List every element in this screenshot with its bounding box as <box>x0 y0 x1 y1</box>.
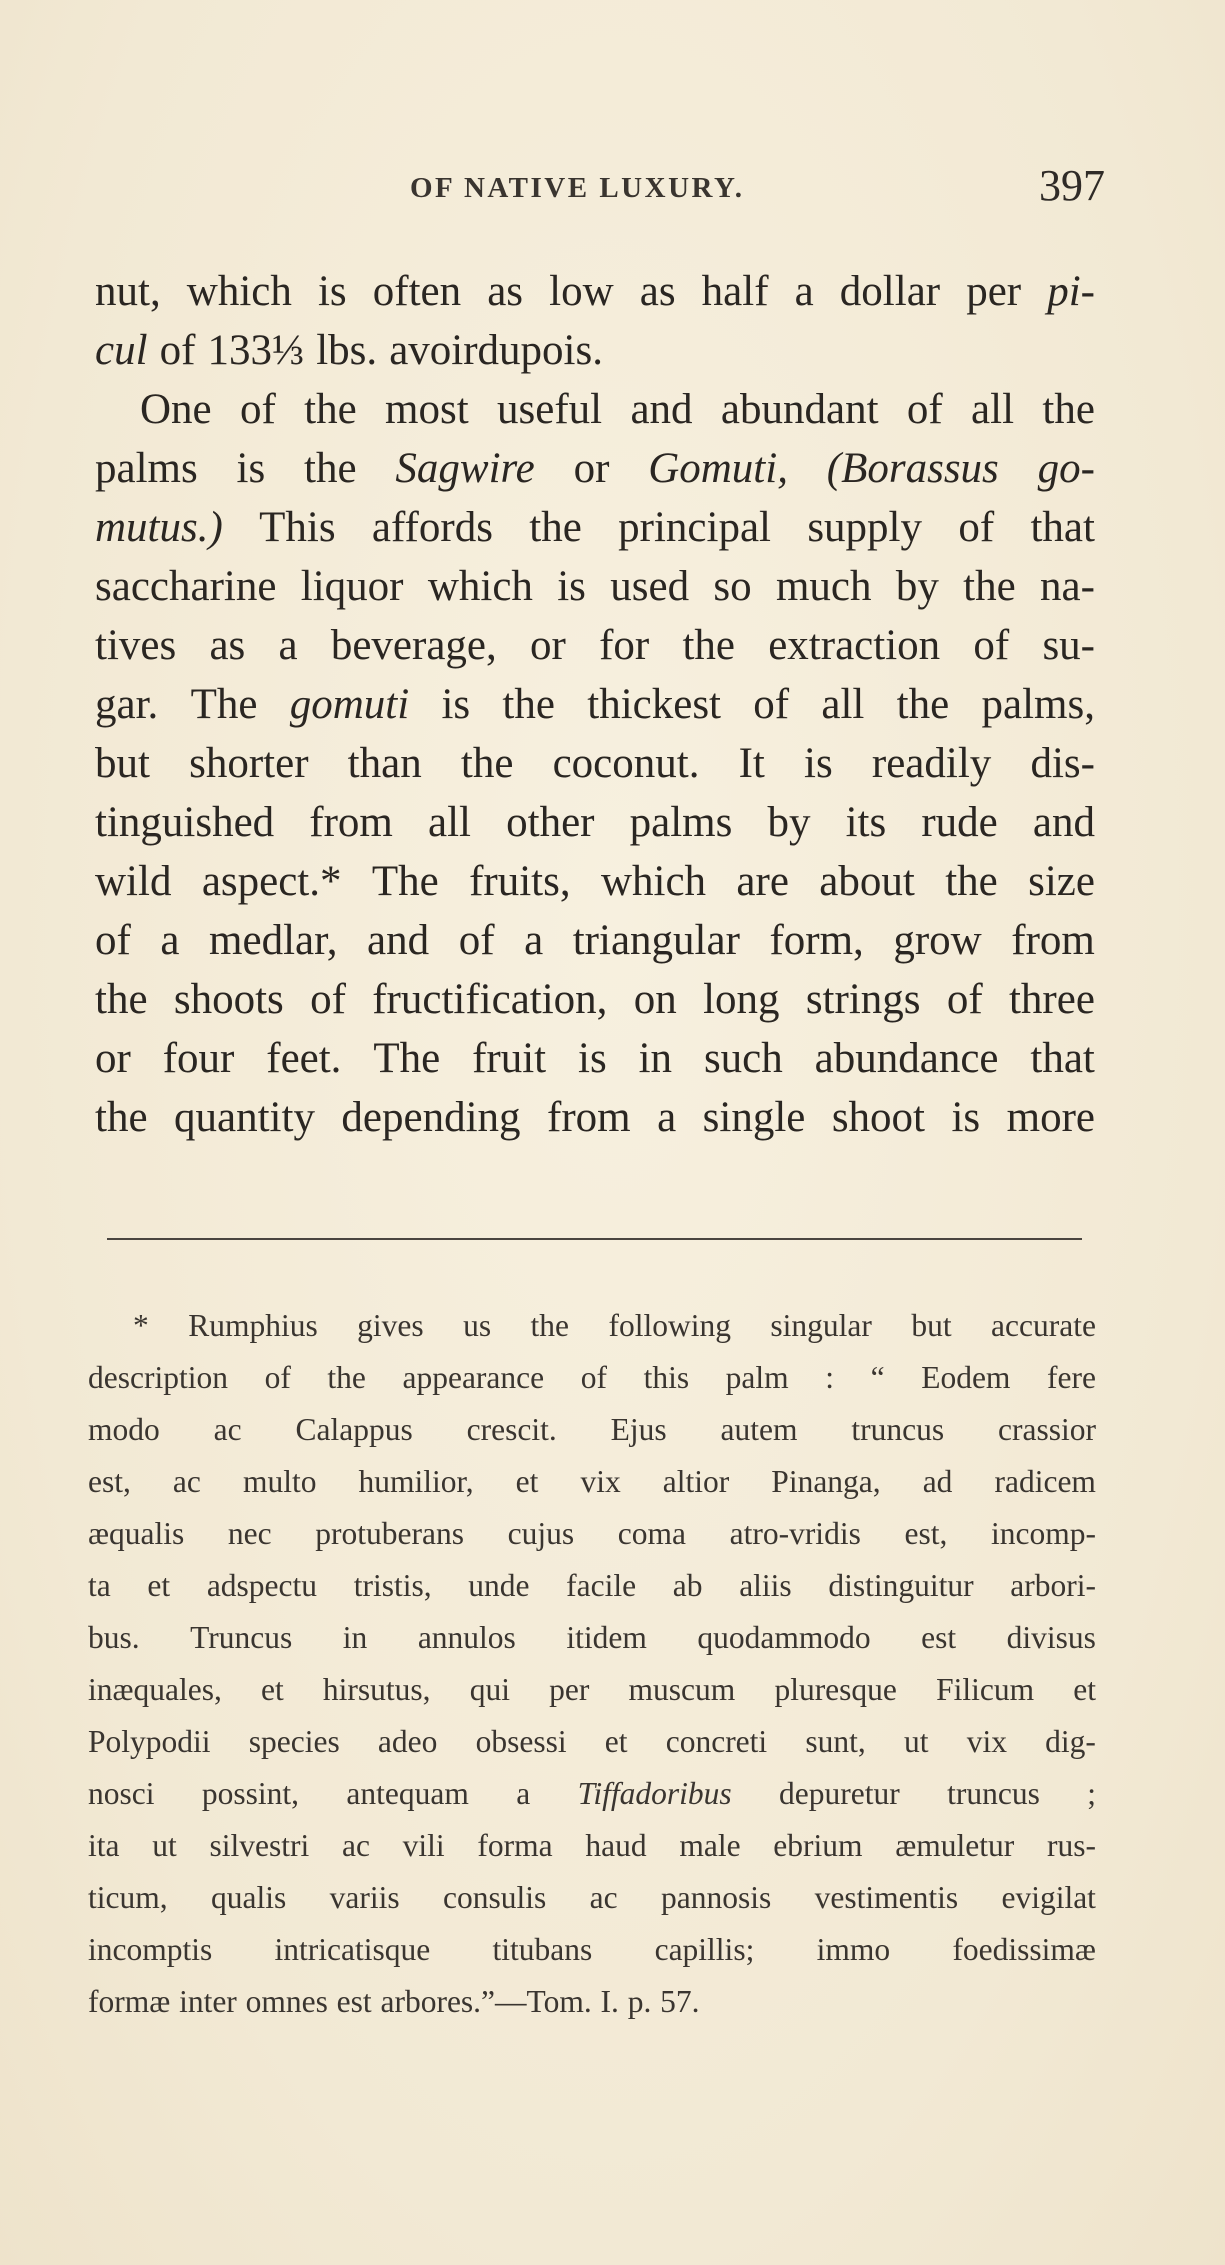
word: lbs. <box>316 327 378 374</box>
word: thickest <box>587 681 721 728</box>
word: such <box>703 1035 783 1082</box>
body-line <box>95 557 1095 616</box>
word: by <box>767 799 811 846</box>
word: multo <box>242 1464 317 1499</box>
word: titubans <box>492 1932 593 1967</box>
word: atro-vridis <box>729 1516 861 1551</box>
word: facile <box>566 1568 637 1603</box>
word: 57. <box>660 1984 700 2019</box>
word: mutus.) <box>95 504 223 551</box>
word: qui <box>469 1672 510 1707</box>
word: of <box>580 1360 607 1395</box>
word: from <box>309 799 393 846</box>
word: the <box>502 681 555 728</box>
running-title: OF NATIVE LUXURY. <box>410 172 745 204</box>
word: all <box>971 386 1015 433</box>
word: dis- <box>1030 740 1095 787</box>
word: dig- <box>1045 1724 1096 1759</box>
footnote-line <box>88 1924 1096 1976</box>
word: long <box>703 976 780 1023</box>
word: palms <box>629 799 733 846</box>
word: nut, <box>95 268 161 315</box>
word: of <box>239 386 276 433</box>
word: from <box>547 1094 631 1141</box>
footnote-line <box>88 1612 1096 1664</box>
word: its <box>845 799 887 846</box>
word: possint, <box>201 1776 300 1811</box>
word: supply <box>807 504 922 551</box>
word: concreti <box>665 1724 768 1759</box>
footnote-line <box>88 1820 1096 1872</box>
word: the <box>1042 386 1095 433</box>
word: aliis <box>739 1568 792 1603</box>
word: hirsutus, <box>322 1672 431 1707</box>
word: useful <box>497 386 603 433</box>
word: principal <box>618 504 771 551</box>
word: ac <box>172 1464 201 1499</box>
word: fruits, <box>469 858 571 905</box>
word: crassior <box>998 1412 1096 1447</box>
word: all <box>428 799 471 846</box>
word: wild <box>95 858 172 905</box>
word: foedissimæ <box>952 1932 1096 1967</box>
word: : <box>825 1360 835 1395</box>
word: su- <box>1042 622 1095 669</box>
word: following <box>608 1308 731 1343</box>
body-line <box>95 970 1095 1029</box>
word: the <box>95 1094 148 1141</box>
word: of <box>159 327 196 374</box>
word: Filicum <box>936 1672 1035 1707</box>
word: vili <box>402 1828 445 1863</box>
word: ; <box>1087 1776 1096 1811</box>
word: of <box>958 504 995 551</box>
body-line <box>95 616 1095 675</box>
word: gomuti <box>289 681 410 728</box>
word: go- <box>1037 445 1095 492</box>
word: Sagwire <box>395 445 535 492</box>
word: Tiffadoribus <box>577 1776 732 1811</box>
body-line <box>95 498 1095 557</box>
word: is <box>951 1094 981 1141</box>
word: inter <box>179 1984 237 2019</box>
word: about <box>819 858 915 905</box>
word: or <box>573 445 610 492</box>
word: palm <box>725 1360 789 1395</box>
word: inæquales, <box>88 1672 222 1707</box>
word: ad <box>922 1464 953 1499</box>
word: that <box>1030 504 1095 551</box>
word: truncus <box>947 1776 1040 1811</box>
word: from <box>1011 917 1095 964</box>
word: divisus <box>1006 1620 1096 1655</box>
word: The <box>190 681 258 728</box>
word: The <box>371 858 439 905</box>
word: sunt, <box>805 1724 866 1759</box>
footnote <box>88 1300 1096 2028</box>
word: This <box>259 504 336 551</box>
word: est, <box>904 1516 948 1551</box>
word: consulis <box>442 1880 547 1915</box>
word: Gomuti, <box>648 445 788 492</box>
word: the <box>95 976 148 1023</box>
word: beverage, <box>330 622 497 669</box>
word: triangular <box>572 917 740 964</box>
word: but <box>95 740 150 787</box>
word: It <box>738 740 765 787</box>
word: unde <box>468 1568 530 1603</box>
word: but <box>911 1308 952 1343</box>
word: omnes <box>245 1984 328 2019</box>
footnote-line <box>88 1404 1096 1456</box>
body-line <box>95 675 1095 734</box>
word: abundant <box>720 386 879 433</box>
word: ac <box>341 1828 370 1863</box>
footnote-line <box>88 1976 1096 2028</box>
word: medlar, <box>209 917 338 964</box>
body-text <box>95 262 1095 1147</box>
word: of <box>946 976 983 1023</box>
footnote-line <box>88 1456 1096 1508</box>
word: all <box>821 681 865 728</box>
word: Rumphius <box>188 1308 318 1343</box>
footnote-line <box>88 1508 1096 1560</box>
word: affords <box>371 504 493 551</box>
word: is <box>441 681 471 728</box>
word: One <box>140 386 212 433</box>
word: quodammodo <box>697 1620 871 1655</box>
footnote-line <box>88 1352 1096 1404</box>
word: ut <box>152 1828 177 1863</box>
word: of <box>753 681 790 728</box>
page-header <box>380 160 1105 220</box>
word: singular <box>770 1308 872 1343</box>
word: arbori- <box>1010 1568 1096 1603</box>
word: annulos <box>417 1620 516 1655</box>
word: gar. <box>95 681 159 728</box>
word: us <box>463 1308 492 1343</box>
word: are <box>736 858 789 905</box>
word: depending <box>341 1094 521 1141</box>
word: (Borassus <box>826 445 999 492</box>
word: vestimentis <box>814 1880 959 1915</box>
word: pi- <box>1047 268 1095 315</box>
word: abundance <box>814 1035 999 1082</box>
word: qualis <box>211 1880 287 1915</box>
word: et <box>1073 1672 1096 1707</box>
word: by <box>895 563 939 610</box>
word: 133⅓ <box>207 327 305 374</box>
word: is <box>557 563 586 610</box>
word: æqualis <box>88 1516 185 1551</box>
word: the <box>682 622 735 669</box>
word: silvestri <box>209 1828 310 1863</box>
word: more <box>1006 1094 1095 1141</box>
word: three <box>1008 976 1095 1023</box>
word: capillis; <box>654 1932 755 1967</box>
word: cujus <box>507 1516 575 1551</box>
word: I. <box>600 1984 619 2019</box>
word: gives <box>357 1308 424 1343</box>
word: used <box>610 563 690 610</box>
word: coma <box>617 1516 686 1551</box>
word: est, <box>88 1464 131 1499</box>
word: on <box>633 976 677 1023</box>
word: fructification, <box>372 976 608 1023</box>
word: p. <box>627 1984 652 2019</box>
word: vix <box>580 1464 621 1499</box>
word: fere <box>1047 1360 1096 1395</box>
word: ita <box>88 1828 120 1863</box>
word: altior <box>662 1464 730 1499</box>
word: is <box>317 268 347 315</box>
word: autem <box>720 1412 798 1447</box>
word: formæ <box>88 1984 171 2019</box>
word: which <box>186 268 292 315</box>
word: of <box>95 917 131 964</box>
word: as <box>487 268 524 315</box>
word: tives <box>95 622 177 669</box>
footnote-rule <box>107 1238 1082 1240</box>
word: et <box>147 1568 171 1603</box>
word: description <box>88 1360 228 1395</box>
footnote-line <box>88 1716 1096 1768</box>
word: muscum <box>628 1672 736 1707</box>
word: other <box>506 799 595 846</box>
word: est <box>921 1620 957 1655</box>
word: nec <box>227 1516 272 1551</box>
word: four <box>162 1035 235 1082</box>
word: the <box>945 858 998 905</box>
word: male <box>679 1828 741 1863</box>
word: rus- <box>1047 1828 1096 1863</box>
word: single <box>702 1094 806 1141</box>
word: is <box>236 445 266 492</box>
word: the <box>963 563 1016 610</box>
body-line <box>95 321 1095 380</box>
word: low <box>549 268 614 315</box>
word: for <box>599 622 650 669</box>
word: palms <box>95 445 198 492</box>
word: and <box>1032 799 1095 846</box>
word: Eodem <box>921 1360 1011 1395</box>
word: the <box>327 1360 366 1395</box>
word: and <box>630 386 693 433</box>
footnote-line <box>88 1300 1096 1352</box>
word: the <box>304 386 357 433</box>
word: bus. <box>88 1620 140 1655</box>
word: immo <box>816 1932 891 1967</box>
word: æmuletur <box>895 1828 1015 1863</box>
word: na- <box>1040 563 1095 610</box>
word: avoirdupois. <box>389 327 603 374</box>
word: form, <box>769 917 864 964</box>
word: coconut. <box>552 740 700 787</box>
word: accurate <box>991 1308 1096 1343</box>
word: The <box>373 1035 441 1082</box>
word: pannosis <box>660 1880 772 1915</box>
word: shoot <box>831 1094 926 1141</box>
word: half <box>701 268 769 315</box>
word: often <box>372 268 462 315</box>
body-line <box>95 852 1095 911</box>
word: shoots <box>173 976 284 1023</box>
word: adspectu <box>206 1568 318 1603</box>
word: radicem <box>994 1464 1096 1499</box>
word: much <box>775 563 872 610</box>
word: antequam <box>346 1776 469 1811</box>
word: which <box>600 858 707 905</box>
word: appearance <box>402 1360 545 1395</box>
word: or <box>530 622 566 669</box>
word: per <box>966 268 1022 315</box>
word: a <box>160 917 180 964</box>
body-line <box>95 1029 1095 1088</box>
word: vix <box>966 1724 1007 1759</box>
word: aspect.* <box>201 858 342 905</box>
word: in <box>638 1035 673 1082</box>
word: Calappus <box>295 1412 413 1447</box>
word: saccharine <box>95 563 277 610</box>
word: which <box>427 563 533 610</box>
body-line <box>95 262 1095 321</box>
body-line <box>95 439 1095 498</box>
word: crescit. <box>466 1412 557 1447</box>
word: tinguished <box>95 799 275 846</box>
word: ticum, <box>88 1880 168 1915</box>
word: ut <box>903 1724 929 1759</box>
word: * <box>133 1308 149 1343</box>
word: Polypodii <box>88 1724 211 1759</box>
word: strings <box>805 976 921 1023</box>
page-number: 397 <box>1039 161 1105 210</box>
body-line <box>95 380 1095 439</box>
footnote-line <box>88 1768 1096 1820</box>
body-line <box>95 793 1095 852</box>
word: ac <box>213 1412 242 1447</box>
word: Truncus <box>190 1620 293 1655</box>
word: of <box>458 917 495 964</box>
word: as <box>209 622 246 669</box>
body-line <box>95 1088 1095 1147</box>
word: intricatisque <box>274 1932 431 1967</box>
word: the <box>304 445 357 492</box>
word: of <box>973 622 1010 669</box>
word: ac <box>589 1880 618 1915</box>
word: extraction <box>768 622 941 669</box>
word: ta <box>88 1568 111 1603</box>
word: the <box>530 1308 570 1343</box>
word: readily <box>871 740 992 787</box>
word: species <box>248 1724 340 1759</box>
word: the <box>460 740 514 787</box>
word: nosci <box>88 1776 155 1811</box>
word: that <box>1030 1035 1095 1082</box>
word: so <box>713 563 752 610</box>
word: haud <box>585 1828 647 1863</box>
word: a <box>524 917 544 964</box>
word: of <box>264 1360 291 1395</box>
word: in <box>342 1620 368 1655</box>
word: itidem <box>566 1620 647 1655</box>
word: “ <box>870 1360 885 1395</box>
word: rude <box>921 799 998 846</box>
word: than <box>347 740 422 787</box>
word: size <box>1028 858 1095 905</box>
body-line <box>95 911 1095 970</box>
word: of <box>310 976 346 1023</box>
word: et <box>604 1724 628 1759</box>
word: pluresque <box>774 1672 897 1707</box>
word: et <box>261 1672 284 1707</box>
word: variis <box>329 1880 400 1915</box>
word: dollar <box>839 268 941 315</box>
word: incomptis <box>88 1932 213 1967</box>
word: cul <box>95 327 148 374</box>
word: Ejus <box>610 1412 667 1447</box>
word: or <box>95 1035 131 1082</box>
word: ebrium <box>773 1828 863 1863</box>
body-line <box>95 734 1095 793</box>
word: ab <box>672 1568 703 1603</box>
word: a <box>657 1094 677 1141</box>
word: is <box>804 740 833 787</box>
word: fruit <box>472 1035 547 1082</box>
word: this <box>643 1360 690 1395</box>
word: liquor <box>300 563 404 610</box>
word: distinguitur <box>828 1568 974 1603</box>
word: as <box>639 268 676 315</box>
word: quantity <box>174 1094 315 1141</box>
word: shorter <box>189 740 309 787</box>
word: grow <box>893 917 982 964</box>
word: arbores.”—Tom. <box>380 1984 592 2019</box>
word: truncus <box>851 1412 945 1447</box>
word: Pinanga, <box>771 1464 881 1499</box>
word: depuretur <box>779 1776 900 1811</box>
footnote-line <box>88 1664 1096 1716</box>
word: feet. <box>266 1035 342 1082</box>
word: obsessi <box>475 1724 567 1759</box>
word: per <box>549 1672 590 1707</box>
word: a <box>516 1776 531 1811</box>
word: most <box>385 386 469 433</box>
word: forma <box>477 1828 553 1863</box>
word: modo <box>88 1412 160 1447</box>
word: and <box>367 917 430 964</box>
footnote-line <box>88 1560 1096 1612</box>
word: humilior, <box>358 1464 474 1499</box>
word: protuberans <box>315 1516 464 1551</box>
word: the <box>529 504 582 551</box>
word: evigilat <box>1001 1880 1096 1915</box>
word: the <box>896 681 950 728</box>
word: adeo <box>377 1724 438 1759</box>
word: palms, <box>981 681 1095 728</box>
word: a <box>278 622 298 669</box>
word: incomp- <box>990 1516 1096 1551</box>
word: est <box>336 1984 372 2019</box>
word: tristis, <box>353 1568 432 1603</box>
word: a <box>794 268 814 315</box>
word: et <box>515 1464 539 1499</box>
footnote-line <box>88 1872 1096 1924</box>
word: is <box>578 1035 607 1082</box>
word: of <box>906 386 943 433</box>
